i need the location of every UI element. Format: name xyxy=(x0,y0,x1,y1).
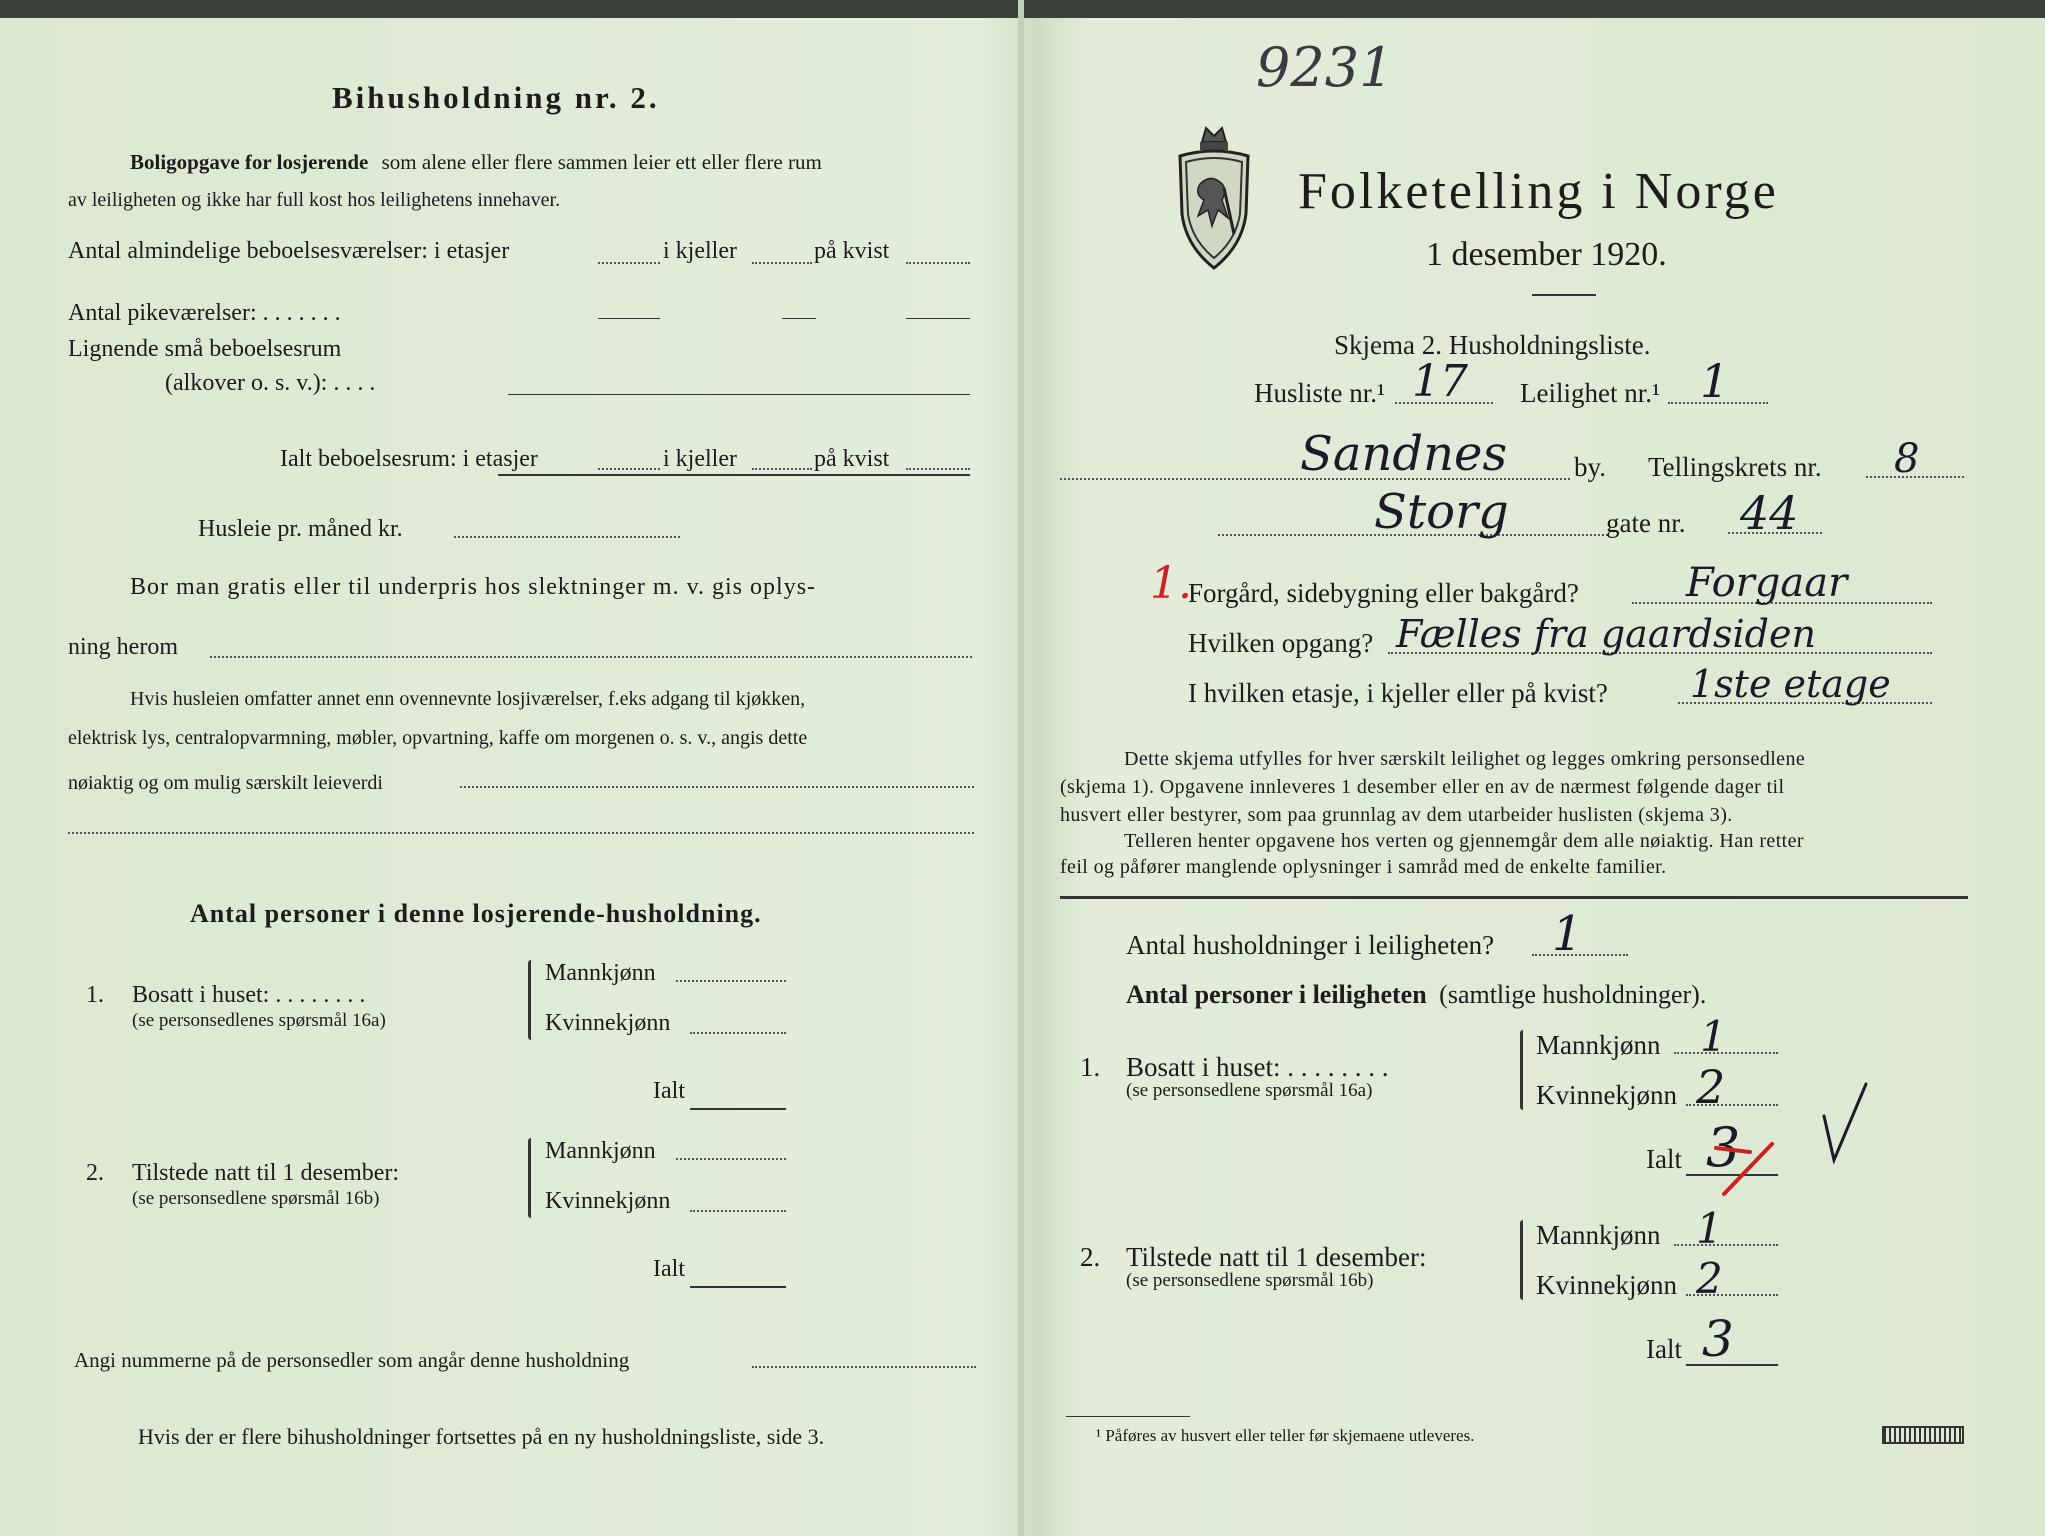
red-mark-1: 1. xyxy=(1150,558,1192,609)
info-line-2: (skjema 1). Opgavene innleveres 1 desember eller en av de nærmest følgende dager til xyxy=(1060,776,1785,798)
info-rule xyxy=(1060,896,1968,899)
husleie-label: Husleie pr. måned kr. xyxy=(198,516,403,542)
lignende-field[interactable] xyxy=(508,394,970,395)
left-title: Bihusholdning nr. 2. xyxy=(332,80,660,115)
left-q2-ialt-field[interactable] xyxy=(690,1286,786,1288)
left-q1-brace xyxy=(528,960,531,1040)
rooms-etasjer-field[interactable] xyxy=(598,262,660,264)
persons-bold: Antal personer i leiligheten xyxy=(1126,980,1427,1009)
angi-label: Angi nummerne på de personsedler som angår denne husholdning xyxy=(74,1348,630,1372)
right-q1-kvinne-label: Kvinnekjønn xyxy=(1536,1080,1677,1110)
bor-label-2: ning herom xyxy=(68,634,178,660)
red-correction-mark xyxy=(1710,1138,1790,1198)
hush-value: 1 xyxy=(1552,906,1583,962)
intro-rest: som alene eller flere sammen leier ett eller flere rum xyxy=(381,150,822,174)
krets-label: Tellingskrets nr. xyxy=(1648,452,1822,482)
skjema-label: Skjema 2. Husholdningsliste. xyxy=(1334,330,1651,360)
page-fold xyxy=(1018,0,1024,1536)
rooms-label: Antal almindelige beboelsesværelser: i etasjer xyxy=(68,238,510,264)
intro-line-2: av leiligheten og ikke har full kost hos leilighetens innehaver. xyxy=(68,189,561,211)
gate-label: gate nr. xyxy=(1606,508,1686,538)
right-title: Folketelling i Norge xyxy=(1298,163,1779,220)
left-q2-kvinne-label: Kvinnekjønn xyxy=(545,1188,671,1214)
etasje-value: 1ste etage xyxy=(1690,662,1891,706)
right-footnote: ¹ Påføres av husvert eller teller før skjemaene utleveres. xyxy=(1096,1426,1475,1445)
right-q2-sub: (se personsedlene spørsmål 16b) xyxy=(1126,1270,1374,1291)
ialt-rooms-label: Ialt beboelsesrum: i etasjer xyxy=(280,446,538,472)
left-q1-mann-field[interactable] xyxy=(676,980,786,982)
angi-field[interactable] xyxy=(752,1366,976,1368)
hvis-line-3: nøiaktig og om mulig særskilt leieverdi xyxy=(68,772,383,794)
info-line-4: Telleren henter opgavene hos verten og gjennemgår dem alle nøiaktig. Han retter xyxy=(1124,830,1804,852)
printer-stamp xyxy=(1882,1426,1964,1444)
right-q1-ialt-label: Ialt xyxy=(1646,1144,1682,1174)
ialt-kjeller-label: i kjeller xyxy=(663,446,737,472)
persons-rest: (samtlige husholdninger). xyxy=(1439,980,1707,1009)
hvis-line-2: elektrisk lys, centralopvarmning, møbler, opvartning, kaffe om morgenen o. s. v., angis dette xyxy=(68,727,808,749)
right-persons-heading xyxy=(1126,980,1706,1010)
left-q2-label: Tilstede natt til 1 desember: xyxy=(132,1160,400,1186)
left-footer: Hvis der er flere bihusholdninger fortsettes på en ny husholdningsliste, side 3. xyxy=(138,1424,825,1449)
husliste-label: Husliste nr.¹ xyxy=(1254,378,1386,408)
left-q1-mann-label: Mannkjønn xyxy=(545,960,656,986)
by-label: by. xyxy=(1574,452,1606,482)
right-q1-label: Bosatt i huset: . . . . . . . . xyxy=(1126,1052,1389,1082)
right-q2-kvinne-label: Kvinnekjønn xyxy=(1536,1270,1677,1300)
right-q2-label: Tilstede natt til 1 desember: xyxy=(1126,1242,1427,1272)
info-line-5: feil og påfører manglende oplysninger i samråd med de enkelte familier. xyxy=(1060,856,1667,878)
krets-value: 8 xyxy=(1894,436,1920,482)
ialt-kvist-field[interactable] xyxy=(906,468,970,470)
left-q2-mann-label: Mannkjønn xyxy=(545,1138,656,1164)
info-line-1: Dette skjema utfylles for hver særskilt leilighet og legges omkring personsedlene xyxy=(1124,748,1806,770)
rooms-kjeller-field[interactable] xyxy=(752,262,812,264)
coat-of-arms-icon xyxy=(1172,122,1256,272)
left-q1-sub: (se personsedlenes spørsmål 16a) xyxy=(132,1010,386,1031)
right-q2-mann-value: 1 xyxy=(1696,1204,1723,1253)
street-value: Storg xyxy=(1374,484,1509,540)
ialt-etasjer-field[interactable] xyxy=(598,468,660,470)
pike-label: Antal pikeværelser: . . . . . . . xyxy=(68,300,341,326)
leilighet-value: 1 xyxy=(1700,354,1730,408)
husliste-value: 17 xyxy=(1412,356,1468,407)
archive-number: 9231 xyxy=(1256,36,1394,99)
left-q1-kvinne-field[interactable] xyxy=(690,1032,786,1034)
left-q2-sub: (se personsedlene spørsmål 16b) xyxy=(132,1188,380,1209)
left-q2-mann-field[interactable] xyxy=(676,1158,786,1160)
rooms-kvist-field[interactable] xyxy=(906,262,970,264)
lignende-label-2: (alkover o. s. v.): . . . . xyxy=(165,370,376,396)
rooms-kvist-label: på kvist xyxy=(814,238,890,264)
right-q2-mann-field[interactable] xyxy=(1674,1244,1778,1246)
right-q1-kvinne-value: 2 xyxy=(1696,1060,1726,1114)
leilighet-label: Leilighet nr.¹ xyxy=(1520,378,1661,408)
right-q1-sub: (se personsedlene spørsmål 16a) xyxy=(1126,1080,1373,1101)
forgard-label: Forgård, sidebygning eller bakgård? xyxy=(1188,578,1579,608)
date-rule xyxy=(1532,294,1596,296)
right-q2-ialt-value: 3 xyxy=(1702,1310,1734,1368)
left-q1-ialt-field[interactable] xyxy=(690,1108,786,1110)
left-q1-number: 1. xyxy=(86,982,104,1008)
right-q1-mann-label: Mannkjønn xyxy=(1536,1030,1661,1060)
right-q1-number: 1. xyxy=(1080,1052,1101,1082)
left-q2-brace xyxy=(528,1138,531,1218)
left-q1-label: Bosatt i huset: . . . . . . . . xyxy=(132,982,366,1008)
right-q2-mann-label: Mannkjønn xyxy=(1536,1220,1661,1250)
pike-kjeller-field[interactable] xyxy=(782,318,816,319)
hvis-line-1: Hvis husleien omfatter annet enn ovennevnte losjiværelser, f.eks adgang til kjøkken, xyxy=(130,688,806,710)
right-q2-brace xyxy=(1520,1220,1523,1300)
bor-label-1: Bor man gratis eller til underpris hos slektninger m. v. gis oplys- xyxy=(130,574,817,600)
rooms-kjeller-label: i kjeller xyxy=(663,238,737,264)
intro-line-1 xyxy=(130,150,822,175)
right-date: 1 desember 1920. xyxy=(1426,236,1667,273)
husleie-field[interactable] xyxy=(454,536,680,538)
right-q1-mann-value: 1 xyxy=(1700,1012,1727,1061)
etasje-label: I hvilken etasje, i kjeller eller på kvist? xyxy=(1188,678,1608,708)
forgard-value: Forgaar xyxy=(1686,560,1848,606)
bor-field[interactable] xyxy=(210,656,972,658)
leieverdi-field-2[interactable] xyxy=(68,832,974,834)
ialt-kvist-label: på kvist xyxy=(814,446,890,472)
city-value: Sandnes xyxy=(1300,426,1508,482)
left-persons-heading: Antal personer i denne losjerende-husholdning. xyxy=(190,899,762,928)
gate-value: 44 xyxy=(1740,486,1799,540)
lignende-label-1: Lignende små beboelsesrum xyxy=(68,336,342,362)
opgang-value: Fælles fra gaardsiden xyxy=(1396,612,1816,656)
left-q1-kvinne-label: Kvinnekjønn xyxy=(545,1010,671,1036)
right-q2-number: 2. xyxy=(1080,1242,1101,1272)
left-q2-kvinne-field[interactable] xyxy=(690,1210,786,1212)
right-q1-brace xyxy=(1520,1030,1523,1110)
check-mark-icon xyxy=(1818,1080,1874,1164)
right-q2-ialt-label: Ialt xyxy=(1646,1334,1682,1364)
hush-label: Antal husholdninger i leiligheten? xyxy=(1126,930,1495,960)
right-q1-ialt-value: 3 xyxy=(1706,1116,1741,1179)
right-q2-kvinne-value: 2 xyxy=(1696,1254,1723,1303)
ialt-rooms-underline xyxy=(498,474,970,476)
pike-kvist-field[interactable] xyxy=(906,318,970,319)
opgang-label: Hvilken opgang? xyxy=(1188,628,1374,658)
leieverdi-field[interactable] xyxy=(460,786,974,788)
left-q2-ialt-label: Ialt xyxy=(653,1256,685,1282)
footnote-rule xyxy=(1066,1416,1190,1417)
left-q1-ialt-label: Ialt xyxy=(653,1078,685,1104)
intro-bold: Boligopgave for losjerende xyxy=(130,150,369,174)
left-q2-number: 2. xyxy=(86,1160,104,1186)
pike-etasjer-field[interactable] xyxy=(598,318,660,319)
info-line-3: husvert eller bestyrer, som paa grunnlag av dem utarbeider huslisten (skjema 3). xyxy=(1060,804,1733,826)
ialt-kjeller-field[interactable] xyxy=(752,468,812,470)
